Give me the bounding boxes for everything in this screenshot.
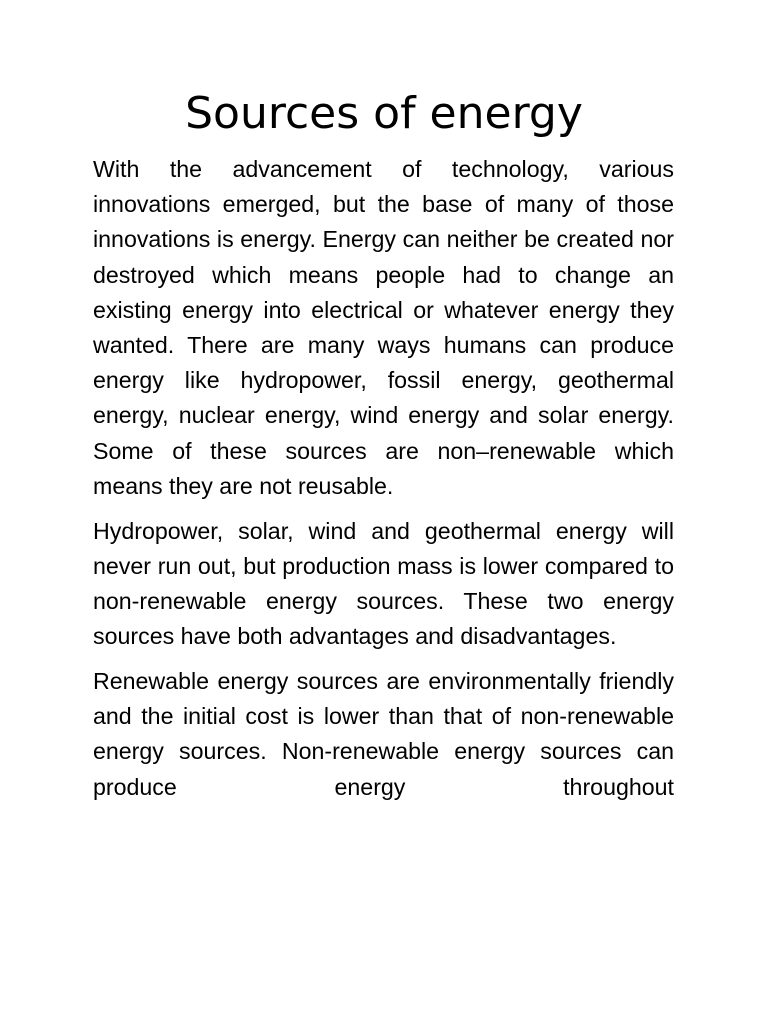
paragraph-3: Renewable energy sources are environmentally friendly and the initial cost is lower than that of non-renewable energy sources. Non-renewable energy sources can produce energy throughout: [93, 668, 674, 800]
document-title: Sources of energy: [185, 88, 583, 139]
paragraph-2: Hydropower, solar, wind and geothermal energy will never run out, but production mass is lower compared to non-renewable energy sources. These two energy sources have both advantages and disadvantages.: [93, 517, 674, 650]
paragraph-1: With the advancement of technology, various innovations emerged, but the base of many of those innovations is energy. Energy can neither be created nor destroyed which means people had to change an existing energy into electrical or whatever energy they wanted. There are many ways humans can produce energy like hydropower, fossil energy, geothermal energy, nuclear energy, wind energy and solar energy. Some of these sources are non–renewable which means they are not reusable.: [93, 156, 674, 499]
document-body: [93, 152, 674, 814]
